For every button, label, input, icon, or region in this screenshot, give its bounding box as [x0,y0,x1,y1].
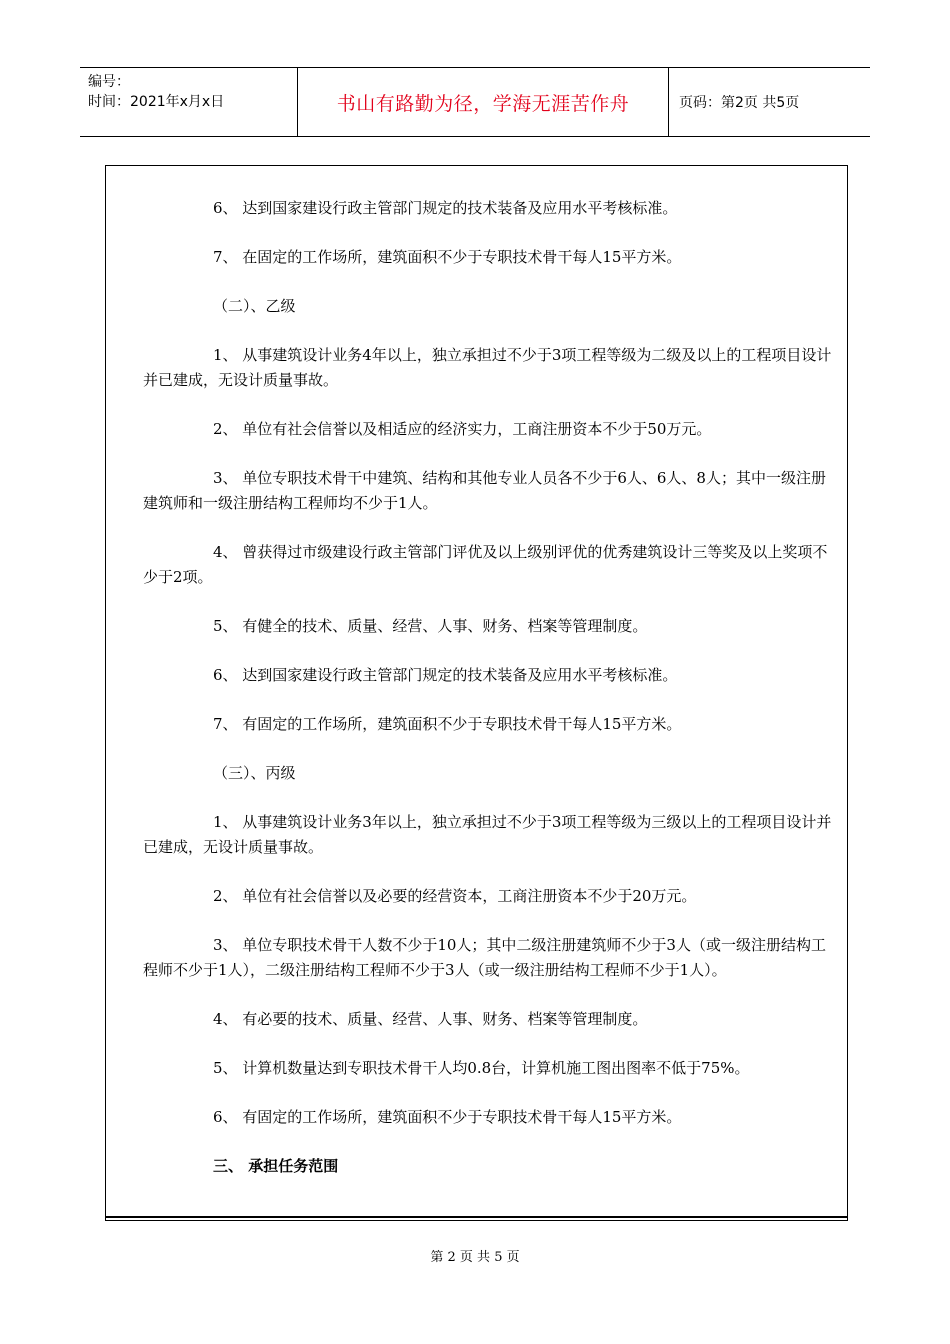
paragraph: 1、 从事建筑设计业务3年以上，独立承担过不少于3项工程等级为三级以上的工程项目设计并已建成，无设计质量事故。 [143,813,832,856]
header-page-info: 页码：第2页 共5页 [679,95,800,111]
paragraph: 6、 有固定的工作场所，建筑面积不少于专职技术骨干每人15平方米。 [213,1108,682,1126]
paragraph: 5、 有健全的技术、质量、经营、人事、财务、档案等管理制度。 [213,617,648,635]
document-body [143,196,839,1179]
header-meta [80,68,298,136]
paragraph: 6、 达到国家建设行政主管部门规定的技术装备及应用水平考核标准。 [213,199,678,217]
section-heading: （二）、乙级 [213,297,296,315]
page-footer: 第 2 页 共 5 页 [430,1250,520,1265]
paragraph: 6、 达到国家建设行政主管部门规定的技术装备及应用水平考核标准。 [213,666,678,684]
paragraph: 4、 曾获得过市级建设行政主管部门评优及以上级别评优的优秀建筑设计三等奖及以上奖项不少于2项。 [143,543,828,586]
content-frame-bottom-rule [105,1216,848,1218]
paragraph: 4、 有必要的技术、质量、经营、人事、财务、档案等管理制度。 [213,1010,648,1028]
header-motto: 书山有路勤为径，学海无涯苦作舟 [298,68,669,136]
paragraph: 1、 从事建筑设计业务4年以上，独立承担过不少于3项工程等级为二级及以上的工程项目设计并已建成，无设计质量事故。 [143,346,832,389]
paragraph: 7、 在固定的工作场所，建筑面积不少于专职技术骨干每人15平方米。 [213,248,682,266]
paragraph: 3、 单位专职技术骨干中建筑、结构和其他专业人员各不少于6人、6人、8人；其中一级注册建筑师和一级注册结构工程师均不少于1人。 [143,469,826,512]
paragraph: 7、 有固定的工作场所，建筑面积不少于专职技术骨干每人15平方米。 [213,715,682,733]
section-heading: （三）、丙级 [213,764,296,782]
paragraph: 2、 单位有社会信誉以及必要的经营资本，工商注册资本不少于20万元。 [213,887,697,905]
section-heading: 三、 承担任务范围 [213,1157,339,1175]
paragraph: 2、 单位有社会信誉以及相适应的经济实力，工商注册资本不少于50万元。 [213,420,712,438]
document-time: 时间：2021年x月x日 [88,94,225,110]
paragraph: 5、 计算机数量达到专职技术骨干人均0.8台，计算机施工图出图率不低于75%。 [213,1059,750,1077]
header-table [80,67,870,137]
paragraph: 3、 单位专职技术骨干人数不少于10人；其中二级注册建筑师不少于3人（或一级注册结构工程师不少于1人），二级注册结构工程师不少于3人（或一级注册结构工程师不少于1人）。 [143,936,826,979]
document-number-label: 编号： [88,74,130,90]
